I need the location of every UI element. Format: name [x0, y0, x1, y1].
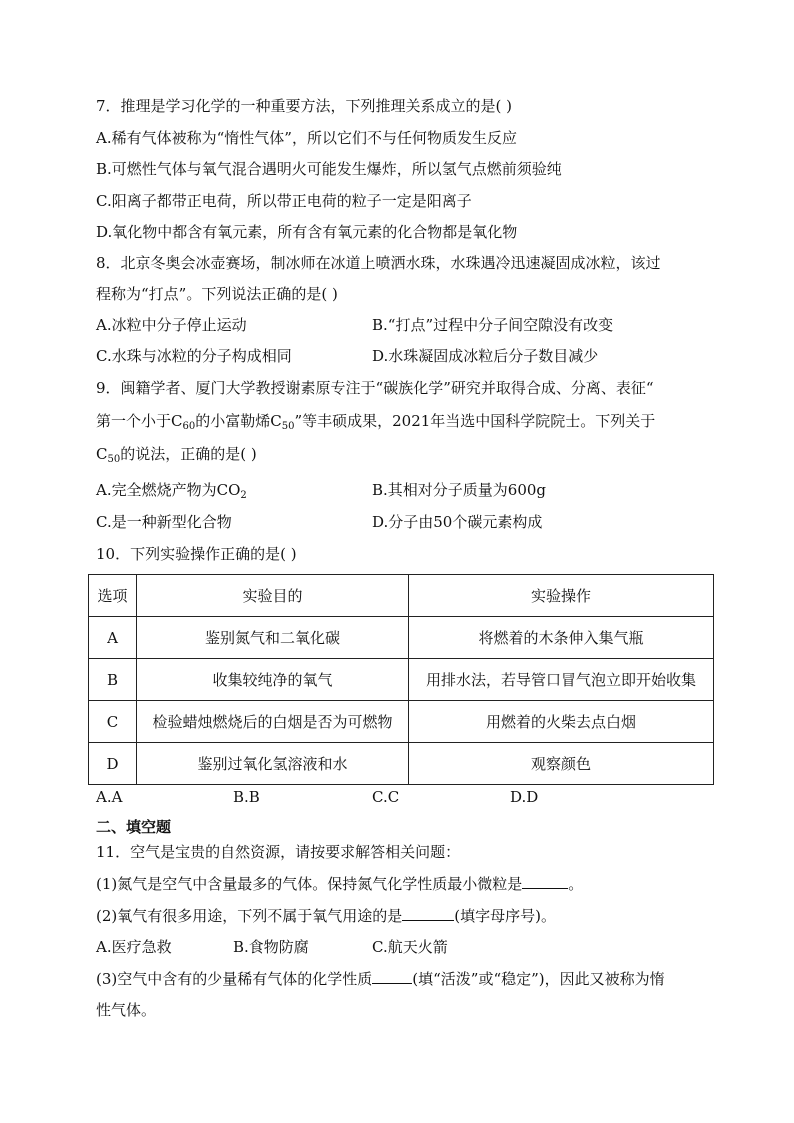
- q7-option-b: B.可燃性气体与氧气混合遇明火可能发生爆炸，所以氢气点燃前须验纯: [96, 160, 562, 178]
- q9-stem-line3: [96, 444, 257, 464]
- q11-text: (填字母序号)。: [454, 907, 556, 925]
- q11-part3: [96, 969, 665, 989]
- q9-subscript: 50: [107, 454, 121, 465]
- q10-option-d: D.D: [510, 788, 539, 806]
- q10-option-c: C.C: [372, 788, 400, 806]
- q9-text: ”等丰硕成果，2021年当选中国科学院院士。下列关于: [294, 412, 656, 430]
- table-cell: 鉴别氮气和二氧化碳: [137, 617, 409, 659]
- q8-option-d: D.水珠凝固成冰粒后分子数目减少: [372, 347, 599, 365]
- q11-stem: 11．空气是宝贵的自然资源，请按要求解答相关问题：: [96, 843, 461, 861]
- q7-option-c: C.阳离子都带正电荷，所以带正电荷的粒子一定是阳离子: [96, 192, 472, 210]
- table-cell: 将燃着的木条伸入集气瓶: [409, 617, 714, 659]
- q9-option-a-text: A.完全燃烧产物为CO: [96, 481, 241, 499]
- table-cell: A: [89, 617, 137, 659]
- table-header-cell: 实验操作: [409, 575, 714, 617]
- q10-table: [88, 574, 714, 785]
- q8-option-c: C.水珠与冰粒的分子构成相同: [96, 347, 292, 365]
- q8-stem-line1: 8．北京冬奥会冰壶赛场，制冰师在冰道上喷洒水珠，水珠遇冷迅速凝固成冰粒，该过: [96, 254, 661, 272]
- q11-option-a: A.医疗急救: [96, 938, 172, 956]
- q9-text: 第一个小于C: [96, 412, 183, 430]
- section-heading: 二、填空题: [96, 818, 172, 836]
- q9-option-a: [96, 480, 247, 500]
- table-header-cell: 选项: [89, 575, 137, 617]
- table-header-row: [89, 575, 714, 617]
- q11-part1: [96, 874, 583, 894]
- q11-text: (1)氮气是空气中含量最多的气体。保持氮气化学性质最小微粒是: [96, 875, 523, 893]
- q9-text: 的小富勒烯C: [195, 412, 282, 430]
- answer-blank[interactable]: [402, 906, 454, 921]
- q11-text: (填“活泼”或“稳定”)，因此又被称为惰: [412, 970, 665, 988]
- q9-subscript: 50: [281, 421, 295, 432]
- table-cell: B: [89, 659, 137, 701]
- table-cell: 鉴别过氧化氢溶液和水: [137, 743, 409, 785]
- q11-part2: [96, 906, 556, 926]
- q7-option-a: A.稀有气体被称为“惰性气体”，所以它们不与任何物质发生反应: [96, 129, 517, 147]
- q11-part3-cont: 性气体。: [96, 1001, 157, 1019]
- q10-stem: 10．下列实验操作正确的是( ): [96, 545, 297, 563]
- q9-option-c: C.是一种新型化合物: [96, 513, 232, 531]
- q9-stem-line2: [96, 411, 655, 431]
- q9-stem-line1: 9．闽籍学者、厦门大学教授谢素原专注于“碳族化学”研究并取得合成、分离、表征“: [96, 379, 654, 397]
- table-cell: C: [89, 701, 137, 743]
- q9-text: 的说法，正确的是( ): [120, 445, 257, 463]
- q8-option-a: A.冰粒中分子停止运动: [96, 316, 247, 334]
- table-row: [89, 659, 714, 701]
- table-cell: 用排水法，若导管口冒气泡立即开始收集: [409, 659, 714, 701]
- q9-subscript: 60: [182, 421, 196, 432]
- q11-text: (3)空气中含有的少量稀有气体的化学性质: [96, 970, 373, 988]
- q8-option-b: B.“打点”过程中分子间空隙没有改变: [372, 316, 614, 334]
- answer-blank[interactable]: [522, 874, 568, 889]
- q9-option-a-subscript: 2: [240, 490, 247, 501]
- q10-option-b: B.B: [233, 788, 260, 806]
- q11-text: (2)氧气有很多用途，下列不属于氧气用途的是: [96, 907, 403, 925]
- q11-text: 。: [568, 875, 584, 893]
- table-cell: 观察颜色: [409, 743, 714, 785]
- q7-stem: 7．推理是学习化学的一种重要方法，下列推理关系成立的是( ): [96, 97, 513, 115]
- q8-stem-line2: 程称为“打点”。下列说法正确的是( ): [96, 285, 338, 303]
- table-row: [89, 701, 714, 743]
- q9-option-b: B.其相对分子质量为600g: [372, 481, 547, 499]
- q9-text: C: [96, 445, 108, 463]
- q11-option-b: B.食物防腐: [233, 938, 309, 956]
- table-cell: 检验蜡烛燃烧后的白烟是否为可燃物: [137, 701, 409, 743]
- table-cell: D: [89, 743, 137, 785]
- q9-option-d: D.分子由50个碳元素构成: [372, 513, 543, 531]
- answer-blank[interactable]: [372, 969, 412, 984]
- table-cell: 收集较纯净的氧气: [137, 659, 409, 701]
- table-header-cell: 实验目的: [137, 575, 409, 617]
- table-row: [89, 617, 714, 659]
- q7-option-d: D.氧化物中都含有氧元素，所有含有氧元素的化合物都是氧化物: [96, 223, 518, 241]
- table-row: [89, 743, 714, 785]
- q10-option-a: A.A: [96, 788, 123, 806]
- table-cell: 用燃着的火柴去点白烟: [409, 701, 714, 743]
- q11-option-c: C.航天火箭: [372, 938, 448, 956]
